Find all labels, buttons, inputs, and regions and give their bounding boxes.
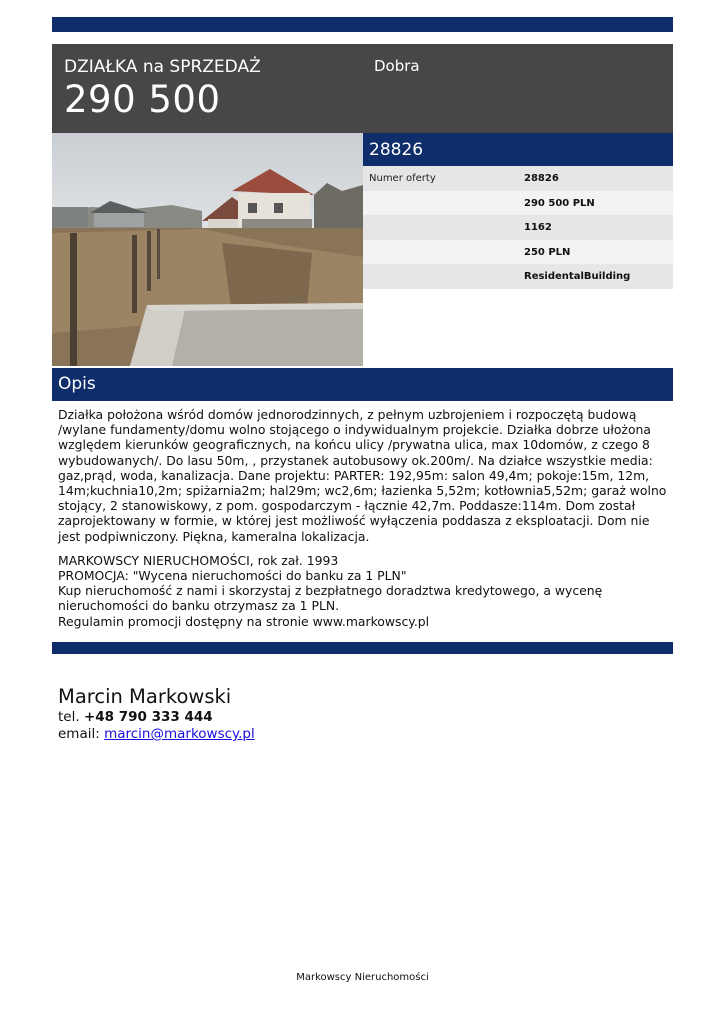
listing-type: DZIAŁKA na SPRZEDAŻ (64, 57, 261, 77)
listing-city: Dobra (374, 57, 420, 75)
promo-block (58, 553, 670, 629)
details-row (363, 166, 673, 191)
top-accent-bar (52, 17, 673, 32)
details-value: 250 PLN (524, 246, 571, 258)
email-label: email: (58, 726, 100, 742)
details-row (363, 191, 673, 216)
promo-line: MARKOWSCY NIERUCHOMOŚCI, rok zał. 1993 (58, 552, 339, 568)
property-photo-image (52, 133, 363, 366)
details-value: ResidentalBuilding (524, 271, 631, 282)
promo-line: Kup nieruchomość z nami i skorzystaj z bezpłatnego doradztwa kredytowego, a wycenę nieruchomości do banku otrzymasz za 1 PLN. (58, 583, 603, 614)
agent-name: Marcin Markowski (58, 685, 232, 708)
details-label: Numer oferty (369, 173, 436, 184)
agent-contact (58, 685, 255, 743)
agent-email-link[interactable]: marcin@markowscy.pl (104, 726, 255, 742)
listing-price: 290 500 (64, 78, 221, 121)
details-table (363, 166, 673, 289)
details-row (363, 215, 673, 240)
offer-id-bar (363, 133, 673, 166)
promo-line: PROMOCJA: "Wycena nieruchomości do banku za 1 PLN" (58, 568, 407, 584)
description-paragraph: Działka położona wśród domów jednorodzinnych, z pełnym uzbrojeniem i rozpoczętą budową /wylane fundamenty/domu wolno stojącego o indywidualnym projekcie. Działka dobrze ułożona względem kierunków geograficznych, na końcu ulicy /prywatna ulica, max 10domów, z czego 8 wybudowanych/. Do lasu 50m, , przystanek autobusowy ok.200m/. Na działce wszystkie media: gaz,prąd, woda, kanalizacja. Dane projektu: PARTER: 192,95m: salon 49,4m; pokoje:15m, 12m, 14m;kuchnia10,2m; spiżarnia2m; hal29m; wc2,6m; łazienka 5,52m; kotłownia5,52m; garaż wolno stojący, 2 stanowiskowy, z pom. gospodarczym - łącznie 42,7m. Poddasze:114m. Dom został zaprojektowany w formie, w której jest możliwość wyłączenia poddasza z eksploatacji. Dom nie jest podpiwniczony. Piękna, kameralna lokalizacja. (58, 407, 667, 544)
description-heading: Opis (58, 374, 96, 394)
details-value: 28826 (524, 173, 559, 184)
agent-phone-row (58, 709, 255, 726)
description-heading-bar (52, 368, 673, 401)
bottom-accent-bar (52, 642, 673, 654)
promo-line: Regulamin promocji dostępny na stronie www.markowscy.pl (58, 613, 430, 629)
agent-email-row (58, 726, 255, 743)
listing-header (52, 44, 673, 133)
details-row (363, 240, 673, 265)
offer-id-heading: 28826 (369, 140, 424, 160)
footer-company: Markowscy Nieruchomości (296, 972, 429, 983)
property-photo (52, 133, 363, 366)
agent-phone[interactable]: +48 790 333 444 (83, 709, 213, 725)
details-value: 1162 (524, 222, 552, 233)
phone-label: tel. (58, 709, 80, 725)
description-body (58, 407, 670, 629)
details-row (363, 264, 673, 289)
details-value: 290 500 PLN (524, 197, 595, 209)
